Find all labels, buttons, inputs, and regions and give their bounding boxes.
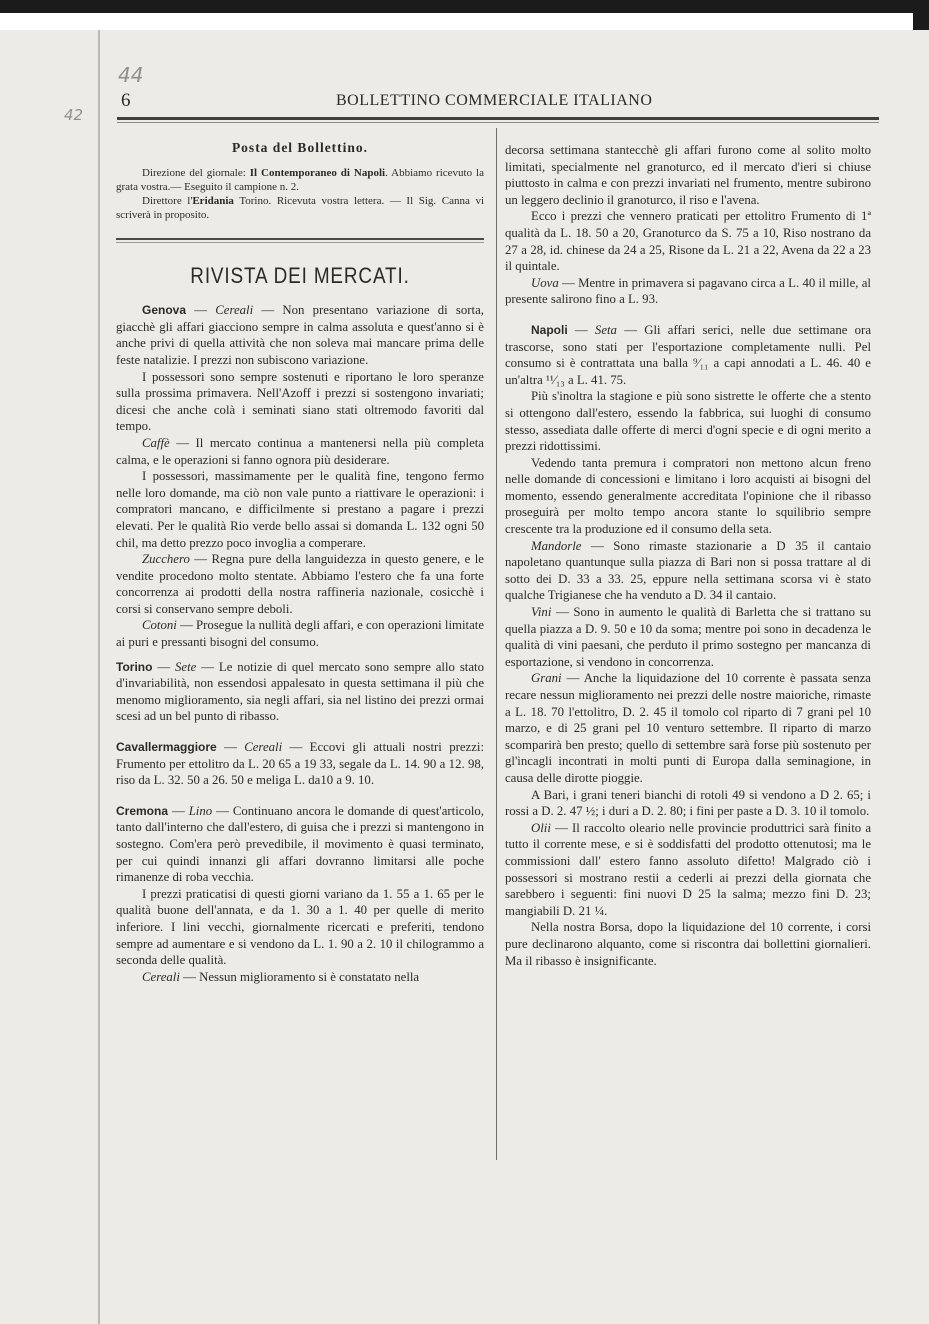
market-paragraph: Uova — Mentre in primavera si pagavano circa a L. 40 il mille, al presente salirono fino a L. 93. xyxy=(505,275,871,307)
market-paragraph: Olii — Il raccolto oleario nelle provincie produttrici sarà finito a tutto il corrente mese, e si è soddisfatti del prodotto ottenutosi; ma le commissioni dall' estero fanno assoluto difetto! Malgrado ciò i possessori si mostrano restii a cederli ai prezzi della giornata che sarebbero i seguenti: fini nuovi D 25 la salma; mezzo fini D. 23; mangiabili D. 21 ¼. xyxy=(505,820,871,918)
market-text: Il mercato continua a mantenersi nella più completa calma, e le operazioni si fanno ognora più desiderare. xyxy=(116,435,484,467)
city-name: Genova xyxy=(142,303,187,318)
market-paragraph: Vedendo tanta premura i compratori non mettono alcun freno nelle domande di concessioni e limitano i loro acquisti ai bisogni del momento, essendo generalmente accreditata l'opinione che il ribasso proseguirà per molto tempo ancora stante lo squilibrio sempre crescente tra la produzione ed il consumo della seta. xyxy=(505,455,871,537)
market-paragraph: Mandorle — Sono rimaste stazionarie a D 35 il cantaio napoletano quantunque sulla piazza di Bari non si possa trattare al di sotto dei D. 33 a 33. 25, eppure nella settimana scorsa vi è stato qualche Trigianese che ha venduto a D. 34 il cantaio. xyxy=(505,538,871,603)
market-paragraph: I prezzi praticatisi di questi giorni variano da 1. 55 a 1. 65 per le qualità buone dell'annata, e da 1. 30 a 1. 40 per quelle di merito inferiore. I lini vecchi, giornalmente ricercati e preferiti, tendono sempre ad aumentare e si vendono da L. 1. 90 a 2. 10 il chilogrammo a seconda delle qualità. xyxy=(116,886,484,968)
scan-dark-strip xyxy=(0,0,929,13)
scan-dark-corner xyxy=(913,0,929,30)
city-name: Cavallermaggiore xyxy=(116,740,217,755)
goods-name: Sete xyxy=(175,659,197,674)
market-paragraph: Cremona — Lino — Continuano ancora le domande di quest'articolo, tanto dall'interno che dall'estero, di guisa che i prezzi si mantengono in sostegno. Com'era però prevedibile, il movimento è quasi terminato, per cui quindi innanzi gli affari dovranno limitarsi alle poche rimanenze di roba vecchia. xyxy=(116,803,485,885)
market-paragraph: Più s'inoltra la stagione e più sono sistrette le offerte che a stento si ottengono dall'estero, essendo la fabbrica, sui luoghi di consumo stesso, assediata dalle offerte di merci d'ogni specie e di ogni merito a prezzi ridottissimi. xyxy=(505,389,871,454)
market-paragraph: Caffè — Il mercato continua a mantenersi nella più completa calma, e le operazioni si fanno ognora più desiderare. xyxy=(116,435,484,467)
section-title: RIVISTA DEI MERCATI. xyxy=(190,262,410,288)
market-paragraph: I possessori, massimamente per le qualità fine, tengono fermo nelle loro domande, ma ciò non vale punto a riattivare le operazioni: i compratori mancano, e difficilmente si prestano a pagare i prezzi elevati. Per le qualità Rio verde bello assai si domanda L. 132 ogni 50 chil, ma detto prezzo poco invoglia a comperare. xyxy=(116,469,484,550)
market-text: Continuano ancora le domande di quest'articolo, tanto dall'interno che dall'estero, di guisa che i prezzi si mantengono in sostegno. Com'era però prevedibile, il movimento è quasi terminato, per cui quindi innanzi gli affari dovranno limitarsi alle poche rimanenze di roba vecchia. xyxy=(116,803,485,885)
handwritten-page-note: 44 xyxy=(118,63,144,87)
market-paragraph: Cereali — Nessun miglioramento si è constatato nella xyxy=(142,969,420,984)
posta-paragraph xyxy=(116,166,484,194)
market-text: Sono rimaste stazionarie a D 35 il cantaio napoletano quantunque sulla piazza di Bari non si possa trattare al di sotto dei D. 33 a 33. 25, eppure nella settimana scorsa vi è stato qualche Trigianese che ha venduto a D. 34 il cantaio. xyxy=(505,538,871,603)
posta-title: Posta del Bollettino. xyxy=(231,140,369,155)
posta-paragraph xyxy=(116,194,484,222)
market-paragraph: Nella nostra Borsa, dopo la liquidazione del 10 corrente, i corsi pure declinarono alquanto, come si riscontra dai bollettini giornalieri. Ma il ribasso è insignificante. xyxy=(505,920,871,968)
market-paragraph: Grani — Anche la liquidazione del 10 corrente è passata senza recare nessun miglioramento nei prezzi delle nostre maioriche, rimaste a L. 18. 70 l'ettolitro, D. 2. 45 il tomolo col riparto di 7 grani pel 10 marzo, e di 25 grani pel 10 venturo settembre. Il riparto di marzo scomparirà ben presto; quello di settembre sarà forse più sostenuto per gl'incagli incontrati in molti punti di Europa dalla seminagione, in causa delle dirotte pioggie. xyxy=(505,671,871,785)
market-text: Regna pure della languidezza in questo genere, e le vendite procedono molto stentate. Abbiamo l'estero che fa una forte concorrenza ai prodotti della nostra raffineria nazionale, cosicchè i corsi si conservano sempre deboli. xyxy=(116,552,484,616)
goods-name: Caffè xyxy=(142,435,170,450)
posta-text: Direttore l' xyxy=(142,194,193,207)
market-paragraph: Zucchero — Regna pure della languidezza in questo genere, e le vendite procedono molto stentate. Abbiamo l'estero che fa una forte concorrenza ai prodotti della nostra raffineria nazionale, cosicchè i corsi si conservano sempre deboli. xyxy=(116,552,484,616)
left-column xyxy=(116,140,484,985)
market-paragraph: Cotoni — Prosegue la nullità degli affari, e con operazioni limitate ai puri e pressanti bisogni del consumo. xyxy=(116,618,484,650)
goods-name: Cotoni xyxy=(142,618,177,633)
market-paragraph: Ecco i prezzi che vennero praticati per ettolitro Frumento di 1ª qualità da L. 18. 50 a 20, Granoturco da S. 75 a 10, Riso nostrano da 27 a 28, id. chinese da 24 a 25, Risone da L. 21 a 22, Avena da 22 a 23 il quintale. xyxy=(505,209,871,274)
handwritten-side-note: 42 xyxy=(64,106,84,124)
market-text: Anche la liquidazione del 10 corrente è passata senza recare nessun miglioramento nei prezzi delle nostre maioriche, rimaste a L. 18. 70 l'ettolitro, D. 2. 45 il tomolo col riparto di 7 grani pel 10 marzo, e di 25 grani pel 10 venturo settembre. Il riparto di marzo scomparirà ben presto; quello di settembre sarà forse più sostenuto per gl'incagli incontrati in molti punti di Europa dalla seminagione, in causa delle dirotte pioggie. xyxy=(505,671,871,785)
market-paragraph: Genova — Cereali — Non presentano variazione di sorta, giacchè gli affari giacciono sempre in calma assoluta e quest'anno si è anche privi di quella attività che non soleva mai mancare prima delle feste natalizie. I prezzi non subiscono variazione. xyxy=(116,303,484,367)
posta-text: Torino. Ricevuta vostra lettera. — Il Sig. Canna vi scriverà in proposito. xyxy=(116,194,484,221)
market-paragraph: Vini — Sono in aumento le qualità di Barletta che si trattano su quella piazza a D. 9. 50 e 10 da soma; mentre poi sono in decadenza le qualità di vini paesani, che perduto il primo sostegno per mancanza di esportazione, si vendono in concorrenza. xyxy=(505,605,871,669)
market-paragraph: Napoli — Seta — Gli affari serici, nelle due settimane ora trascorse, sono stati per l'esportazione completamente nulli. Pel consumo si è contrattata una balla ⁹⁄₁₁ a capi annodati a L. 46. 40 e un'altra ¹¹⁄₁₃ a L. 41. 75. xyxy=(505,322,872,387)
column-divider xyxy=(496,128,497,1160)
city-name: Napoli xyxy=(531,322,568,337)
section-rule xyxy=(116,238,484,246)
market-text: Il raccolto oleario nelle provincie produttrici sarà finito a tutto il corrente mese, e si è soddisfatti del prodotto ottenutosi; ma le commissioni dall' estero fanno assoluto difetto! Malgrado ciò i possessori si mostrano restii a cederli ai prezzi della giornata che sarebbero i seguenti: fini nuovi D 25 la salma; mezzo fini D. 23; mangiabili D. 21 ¼. xyxy=(505,820,871,918)
market-text: Prosegue la nullità degli affari, e con operazioni limitate ai puri e pressanti bisogni del consumo. xyxy=(116,618,484,650)
posta-section xyxy=(116,166,484,222)
goods-name: Olii xyxy=(531,820,551,835)
goods-name: Uova xyxy=(531,275,559,290)
city-name: Torino xyxy=(116,659,153,674)
goods-name: Zucchero xyxy=(142,552,190,567)
posta-bold: Eridania xyxy=(192,194,234,207)
running-title: BOLLETTINO COMMERCIALE ITALIANO xyxy=(336,92,653,109)
market-text: Le notizie di quel mercato sono sempre allo stato d'invariabilità, non essendosi appalesato in questa settimana il più che menomo miglioramento, sia negli affari, sia nel listino dei prezzi ormai scesi ad un bel punto di ribasso. xyxy=(116,659,484,724)
goods-name: Vini xyxy=(531,605,552,620)
posta-bold: Il Contemporaneo di Napoli xyxy=(249,166,386,179)
city-name: Cremona xyxy=(116,803,169,818)
market-text: Non presentano variazione di sorta, giacchè gli affari giacciono sempre in calma assoluta e quest'anno si è anche privi di quella attività che non soleva mai mancare prima delle feste natalizie. I prezzi non subiscono variazione. xyxy=(116,303,484,367)
market-text: Gli affari serici, nelle due settimane ora trascorse, sono stati per l'esportazione completamente nulli. Pel consumo si è contrattata una balla ⁹⁄₁₁ a capi annodati a L. 46. 40 e un'altra ¹¹⁄₁₃ a L. 41. 75. xyxy=(505,322,872,387)
goods-name: Grani xyxy=(531,671,562,686)
market-text: Mentre in primavera si pagavano circa a L. 40 il mille, al presente salirono fino a L. 93. xyxy=(505,275,871,307)
goods-name: Seta xyxy=(594,322,617,337)
market-paragraph: Torino — Sete — Le notizie di quel mercato sono sempre allo stato d'invariabilità, non essendosi appalesato in questa settimana il più che menomo miglioramento, sia negli affari, sia nel listino dei prezzi ormai scesi ad un bel punto di ribasso. xyxy=(116,659,484,724)
header-rule xyxy=(117,117,879,120)
goods-name: Cereali xyxy=(215,303,254,318)
market-text: Nessun miglioramento si è constatato nella xyxy=(199,969,420,984)
market-text: Eccovi gli attuali nostri prezzi: Frumento per ettolitro da L. 20 65 a 19 33, segale da L. 14. 90 a 12. 98, riso da L. 32. 50 a 26. 50 e meliga L. da10 a 9. 10. xyxy=(116,740,485,788)
posta-text: . Abbiamo ricevuto la grata vostra.— Eseguito il campione n. 2. xyxy=(116,166,484,193)
posta-text: Direzione del giornale: xyxy=(142,166,250,179)
market-paragraph: I possessori sono sempre sostenuti e riportano le loro speranze sulla prossima primavera. Nell'Azoff i prezzi si sostengono invariati; dicesi che anche colà i seminati siano stati oltremodo favoriti dal tempo. xyxy=(116,369,484,434)
page-number: 6 xyxy=(121,90,131,111)
page-binding-edge xyxy=(98,30,100,1324)
right-column xyxy=(505,142,871,969)
market-text: Sono in aumento le qualità di Barletta che si trattano su quella piazza a D. 9. 50 e 10 da soma; mentre poi sono in decadenza le qualità di vini paesani, che perduto il primo sostegno per mancanza di esportazione, si vendono in concorrenza. xyxy=(505,605,871,669)
scan-top-border xyxy=(0,0,929,30)
goods-name: Cereali xyxy=(244,740,283,755)
market-paragraph: Cavallermaggiore — Cereali — Eccovi gli attuali nostri prezzi: Frumento per ettolitro da L. 20 65 a 19 33, segale da L. 14. 90 a 12. 98, riso da L. 32. 50 a 26. 50 e meliga L. da10 a 9. 10. xyxy=(116,740,485,788)
goods-name: Lino xyxy=(188,803,213,818)
market-paragraph: decorsa settimana stantecchè gli affari furono come al solito molto limitati, specialmente nel granoturco, ed il mercato d'ieri si chiuse piuttosto in calma e con prezzi invariati nel frumento, mentre subirono un leggero declinio il granoturco, il riso e l'avena. xyxy=(505,143,871,207)
goods-name: Cereali xyxy=(142,969,180,984)
market-paragraph: A Bari, i grani teneri bianchi di rotoli 49 si vendono a D 2. 65; i rossi a D. 2. 47 ½; i duri a D. 2. 80; i fini per paste a D. 3. 10 il tomolo. xyxy=(505,787,871,819)
goods-name: Mandorle xyxy=(531,538,582,553)
header-rule-thin xyxy=(117,122,879,123)
